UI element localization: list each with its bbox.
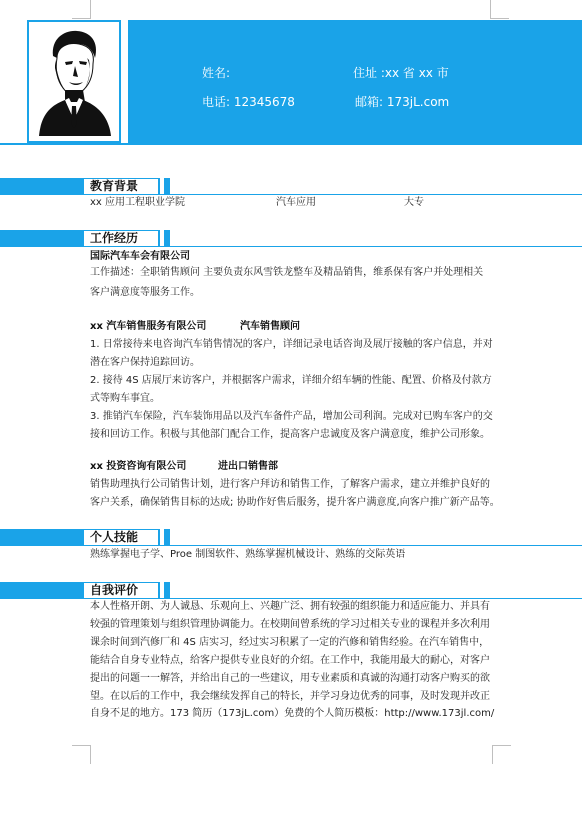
job1-company: 国际汽车车会有限公司 [90,251,190,262]
self-eval-line: 能结合自身专业特点，给客户提供专业良好的介绍。在工作中，我能用最大的耐心，对客户 [90,655,490,666]
profile-photo [27,20,121,143]
address-label: 住址 :xx 省 xx 市 [353,66,449,80]
job2-line: 式等购车事宜。 [90,393,160,404]
job2-company: xx 汽车销售服务有限公司 [90,321,207,332]
job3-line: 销售助理执行公司销售计划，进行客户拜访和销售工作，了解客户需求，建立并维护良好的 [90,479,490,490]
header-band [128,20,582,143]
self-eval-line: 较强的管理策划与组织管理协调能力。在校期间曾系统的学习过相关专业的课程并多次利用 [90,619,490,630]
job3-line: 客户关系，确保销售目标的达成; 协助作好售后服务，提升客户满意度,向客户推广新产品等。 [90,497,500,508]
job2-position: 汽车销售顾问 [240,321,300,332]
section-title-work: 工作经历 [90,231,139,245]
self-eval-line: 提出的问题一一解答，并给出自己的一些建议，用专业素质和真诚的沟通打动客户购买的欲 [90,673,490,684]
crop-mark-top-left [72,0,91,19]
job2-line: 潜在客户保持追踪回访。 [90,357,200,368]
self-eval-line: 本人性格开朗、为人诚恳、乐观向上、兴趣广泛、拥有较强的组织能力和适应能力、并具有 [90,601,490,612]
section-bar-skills [0,529,170,546]
section-title-self-eval: 自我评价 [90,583,139,597]
education-degree: 大专 [404,197,424,208]
job2-line: 接和回访工作。积极与其他部门配合工作，提高客户忠诚度及客户满意度，维护公司形象。 [90,429,490,440]
self-eval-line: 课余时间到汽修厂和 4S 店实习，经过实习积累了一定的汽修和销售经验。在汽车销售中， [90,637,490,648]
education-major: 汽车应用 [276,197,316,208]
phone-label: 电话: 12345678 [202,95,295,109]
section-title-skills: 个人技能 [90,530,139,544]
skills-text: 熟练掌握电子学、Proe 制图软件、熟练掌握机械设计、熟练的交际英语 [90,549,406,560]
section-rule-work [84,246,582,247]
section-bar-self-eval [0,582,170,599]
self-eval-line: 望。在以后的工作中，我会继续发挥自己的特长，并学习身边优秀的同事，及时发现并改正 [90,691,490,702]
job3-company: xx 投资咨询有限公司 [90,461,187,472]
section-bar-work [0,230,170,247]
job2-line: 2. 接待 4S 店展厅来访客户，并根据客户需求，详细介绍车辆的性能、配置、价格及付款方 [90,375,492,386]
section-bar-education [0,178,170,195]
name-label: 姓名: [202,66,231,80]
education-school: xx 应用工程职业学院 [90,197,186,208]
job1-line: 工作描述：全职销售顾问 主要负责东风雪铁龙整车及精品销售，维系保有客户并处理相关 [90,267,484,278]
section-rule-skills [84,545,582,546]
self-eval-line: 自身不足的地方。173 简历（173jL.com）免费的个人简历模板：http://www.173jl.com/ [90,708,495,719]
portrait-image [35,28,113,136]
job2-line: 1. 日常接待来电咨询汽车销售情况的客户，详细记录电话咨询及展厅接触的客户信息，并对 [90,339,493,350]
section-title-education: 教育背景 [90,179,139,193]
job1-line: 客户满意度等服务工作。 [90,287,200,298]
email-label: 邮箱: 173jL.com [355,95,450,109]
header-underline [0,143,582,145]
job3-position: 进出口销售部 [218,461,278,472]
job2-line: 3. 推销汽车保险，汽车装饰用品以及汽车备件产品，增加公司利润。完成对已购车客户的交 [90,411,493,422]
crop-mark-bottom-left [72,745,91,764]
crop-mark-top-right [490,0,509,19]
crop-mark-bottom-right [492,745,511,764]
